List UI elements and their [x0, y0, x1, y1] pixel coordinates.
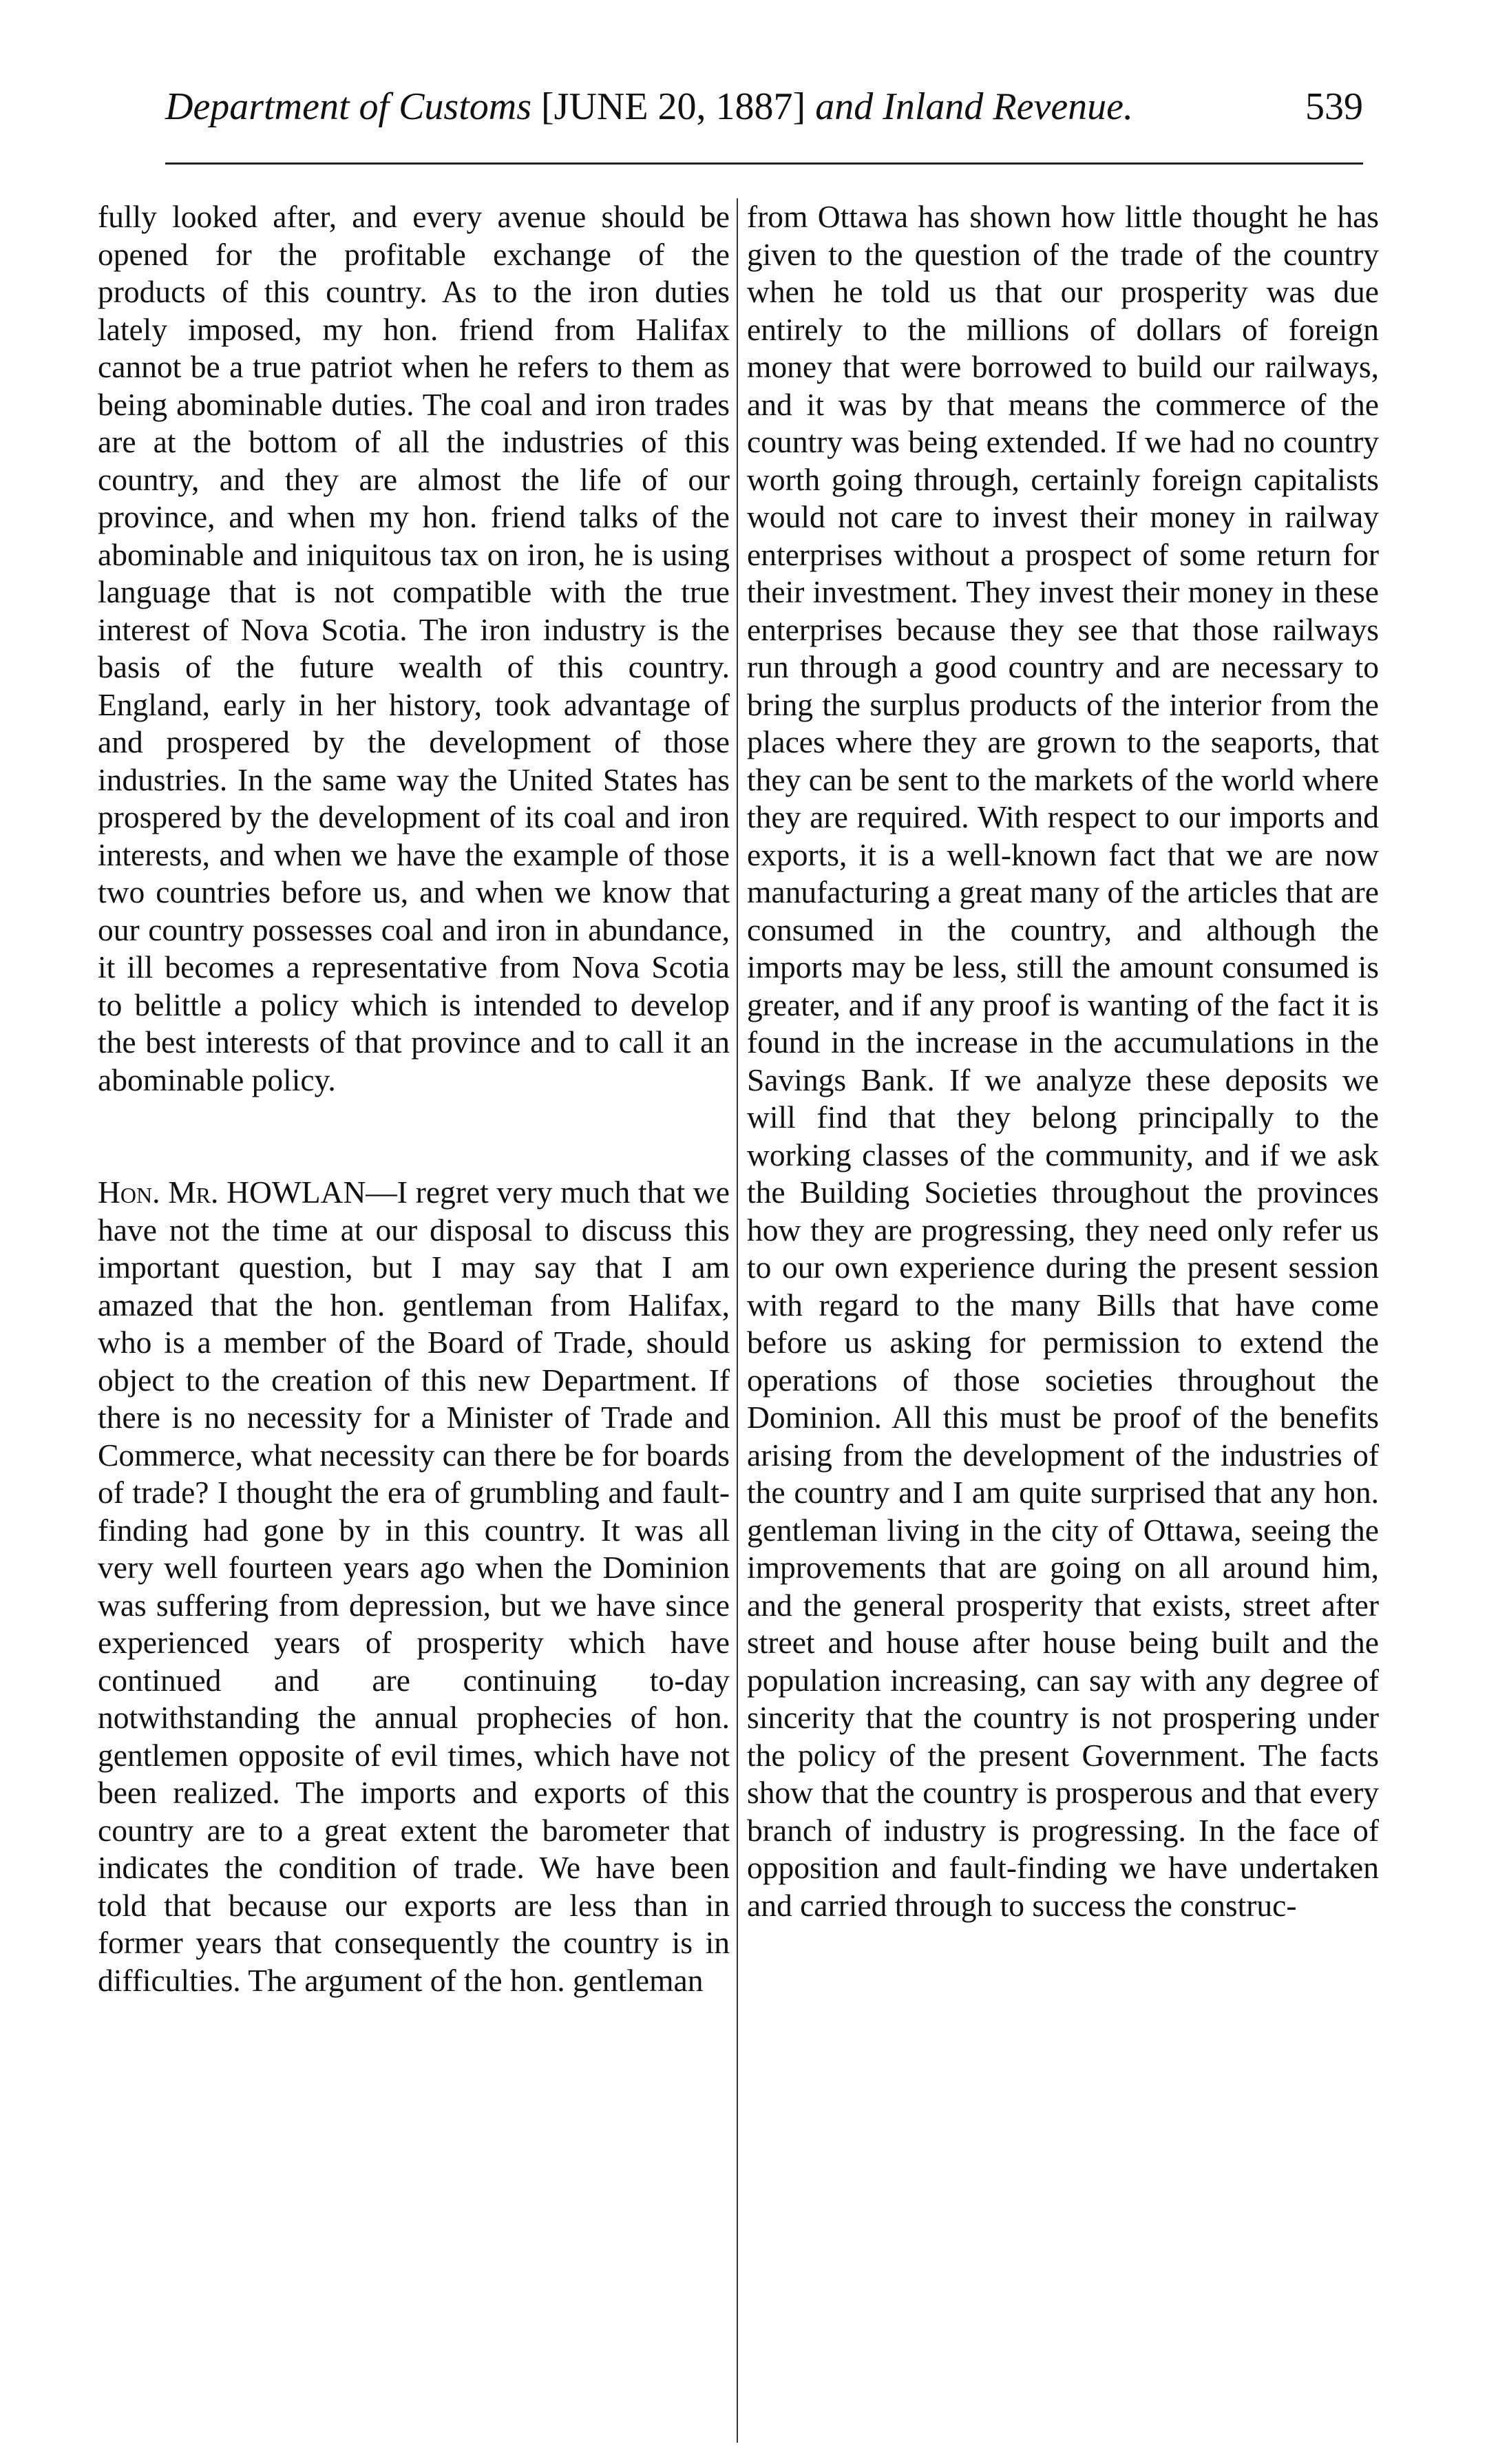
header-date: [JUNE 20, 1887] — [541, 85, 806, 128]
page-number: 539 — [1305, 85, 1363, 128]
left-paragraph-1: fully looked after, and every avenue should be opened for the profitable exchange of the products of this country. As to the iron duties lately imposed, my hon. friend from Halifax cannot be a true patriot when he refers to them as being abominable duties. The coal and iron trades are at the bottom of all the industries of this country, and they are almost the life of our province, and when my hon. friend talks of the abominable and iniquitous tax on iron, he is using language that is not compatible with the true interest of Nova Scotia. The iron industry is the basis of the future wealth of this country. England, early in her history, took advantage of and prospered by the development of those industries. In the same way the United States has prospered by the development of its coal and iron interests, and when we have the example of those two countries before us, and when we know that our country possesses coal and iron in abundance, it ill becomes a representative from Nova Scotia to belittle a policy which is intended to develop the best interests of that province and to call it an abominable policy. — [98, 199, 730, 1097]
header-department: Department of Customs — [165, 85, 531, 128]
header-revenue: and Inland Revenue. — [815, 85, 1134, 128]
header-rule — [165, 162, 1363, 165]
left-column — [98, 198, 730, 1999]
speech-text: —I regret very much that we have not the time at our disposal to discuss this important question, but I may say that I am amazed that the hon. gentleman from Halifax, who is a member of the Board of Trade, should object to the creation of this new Department. If there is no necessity for a Minister of Trade and Commerce, what necessity can there be for boards of trade? I thought the era of grumbling and fault-finding had gone by in this country. It was all very well fourteen years ago when the Dominion was suffering from depression, but we have since experienced years of prosperity which have continued and are continuing to-day notwithstanding the annual prophecies of hon. gentlemen opposite of evil times, which have not been realized. The imports and exports of this country are to a great extent the barometer that indicates the condition of trade. We have been told that because our exports are less than in former years that consequently the country is in difficulties. The argument of the hon. gentleman — [98, 1175, 730, 1998]
paragraph-spacer — [98, 1099, 730, 1174]
speaker-name: Hon. Mr. HOWLAN — [98, 1175, 366, 1210]
right-paragraph-1: from Ottawa has shown how little thought he has given to the question of the trade of the country when he told us that our prosperity was due entirely to the millions of dollars of foreign money that were borrowed to build our railways, and it was by that means the commerce of the country was being extended. If we had no country worth going through, certainly foreign capitalists would not care to invest their money in railway enterprises without a prospect of some return for their investment. They invest their money in these enterprises because they see that those railways run through a good country and are necessary to bring the surplus products of the interior from the places where they are grown to the seaports, that they can be sent to the markets of the world where they are required. With respect to our imports and exports, it is a well-known fact that we are now manufacturing a great many of the articles that are consumed in the country, and although the imports may be less, still the amount consumed is greater, and if any proof is wanting of the fact it is found in the increase in the accumulations in the Savings Bank. If we analyze these deposits we will find that they belong principally to the working classes of the community, and if we ask the Building Societies throughout the provinces how they are progressing, they need only refer us to our own experience during the present session with regard to the many Bills that have come before us asking for permission to extend the operations of those societies throughout the Dominion. All this must be proof of the benefits arising from the development of the industries of the country and I am quite surprised that any hon. gentleman living in the city of Ottawa, seeing the improvements that are going on all around him, and the general prosperity that exists, street after street and house after house being built and the population increasing, can say with any degree of sincerity that the country is not prospering under the policy of the present Government. The facts show that the country is prosperous and that every branch of industry is progressing. In the face of opposition and fault-finding we have undertaken and carried through to success the construc- — [747, 199, 1379, 1923]
column-divider — [737, 198, 738, 2443]
right-column — [747, 198, 1379, 1924]
running-header — [165, 79, 1363, 134]
left-paragraph-2 — [98, 1174, 730, 1999]
